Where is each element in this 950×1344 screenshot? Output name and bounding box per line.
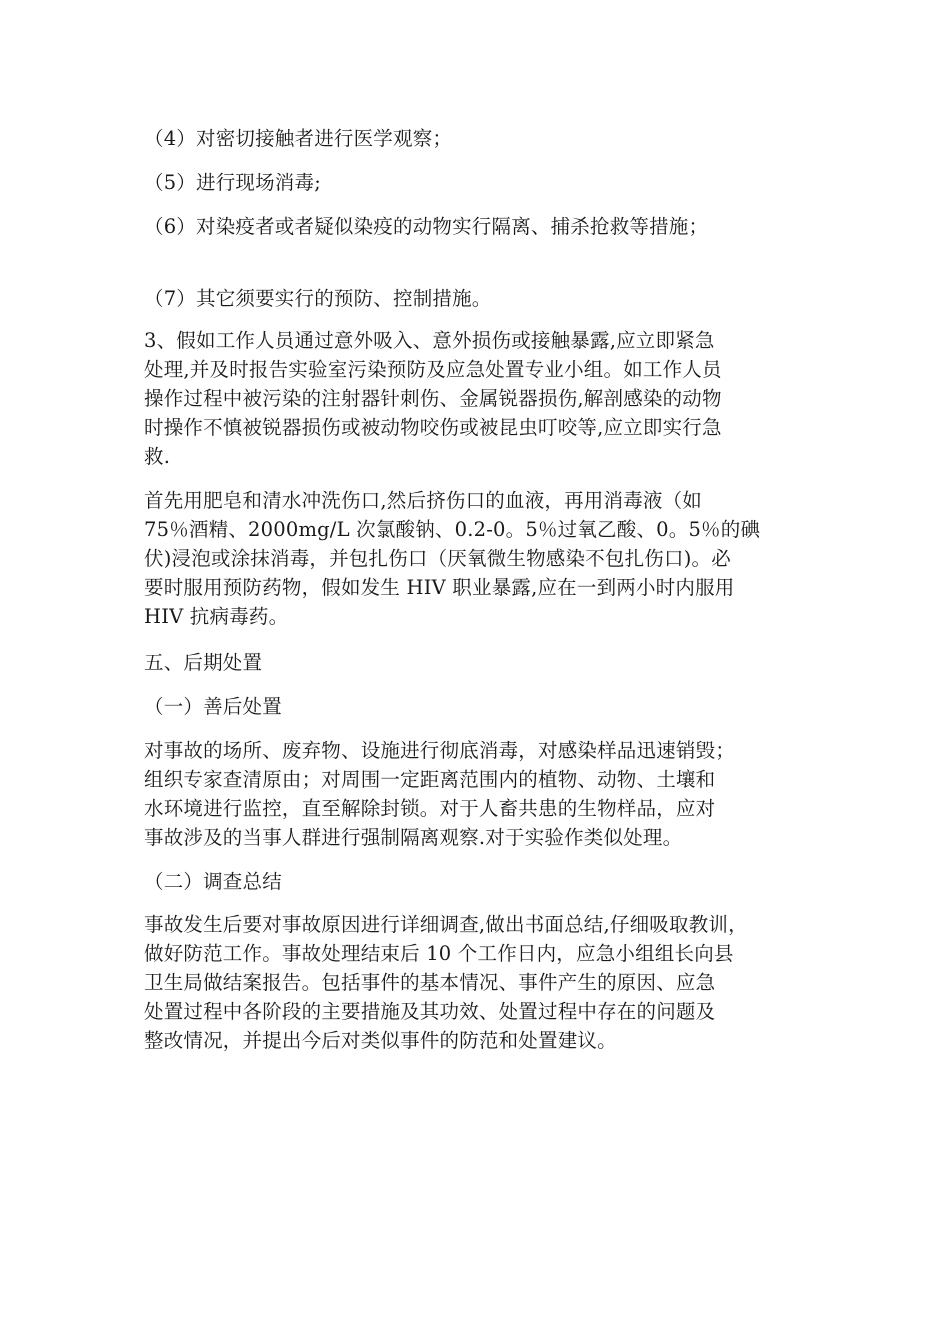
paragraph-line: 卫生局做结案报告。包括事件的基本情况、事件产生的原因、应急: [144, 971, 716, 994]
list-item-7: （7）其它须要实行的预防、控制措施。: [144, 287, 492, 310]
paragraph-line: 做好防范工作。事故处理结束后 10 个工作日内，应急小组组长向县: [144, 942, 734, 965]
document-page: [144, 0, 812, 1344]
paragraph-line: 对事故的场所、废弃物、设施进行彻底消毒，对感染样品迅速销毁；: [144, 739, 736, 762]
paragraph-line: 救.: [144, 445, 171, 468]
paragraph-line: 组织专家查清原由；对周围一定距离范围内的植物、动物、土壤和: [144, 768, 716, 791]
list-item-4: （4）对密切接触者进行医学观察；: [144, 127, 453, 150]
list-item-5: （5）进行现场消毒;: [144, 171, 321, 194]
paragraph-line: 水环境进行监控，直至解除封锁。对于人畜共患的生物样品，应对: [144, 797, 716, 820]
paragraph-line: 要时服用预防药物，假如发生 HIV 职业暴露,应在一到两小时内服用: [144, 576, 735, 599]
paragraph-line: 伏)浸泡或涂抹消毒，并包扎伤口（厌氧微生物感染不包扎伤口)。必: [144, 547, 731, 570]
paragraph-line: 处理,并及时报告实验室污染预防及应急处置专业小组。如工作人员: [144, 358, 722, 381]
list-item-6: （6）对染疫者或者疑似染疫的动物实行隔离、捕杀抢救等措施；: [144, 215, 709, 238]
paragraph-line: 操作过程中被污染的注射器针刺伤、金属锐器损伤,解剖感染的动物: [144, 387, 722, 410]
paragraph-line: 处置过程中各阶段的主要措施及其功效、处置过程中存在的问题及: [144, 1000, 716, 1023]
subsection-heading-aftermath: （一）善后处置: [144, 695, 282, 718]
paragraph-line: 事故发生后要对事故原因进行详细调查,做出书面总结,仔细吸取教训，: [144, 913, 748, 936]
paragraph-line: 首先用肥皂和清水冲洗伤口,然后挤伤口的血液，再用消毒液（如: [144, 489, 702, 512]
paragraph-line: 整改情况，并提出今后对类似事件的防范和处置建议。: [144, 1029, 617, 1052]
paragraph-line: 时操作不慎被锐器损伤或被动物咬伤或被昆虫叮咬等,应立即实行急: [144, 416, 722, 439]
paragraph-line: 3、假如工作人员通过意外吸入、意外损伤或接触暴露,应立即紧急: [144, 329, 715, 352]
paragraph-line: 75％酒精、2000mg/L 次氯酸钠、0.2-0。5％过氧乙酸、0。5％的碘: [144, 518, 761, 541]
paragraph-line: HIV 抗病毒药。: [144, 605, 289, 628]
subsection-heading-investigation: （二）调查总结: [144, 870, 282, 893]
paragraph-line: 事故涉及的当事人群进行强制隔离观察.对于实验作类似处理。: [144, 826, 683, 849]
section-heading: 五、后期处置: [144, 651, 263, 674]
